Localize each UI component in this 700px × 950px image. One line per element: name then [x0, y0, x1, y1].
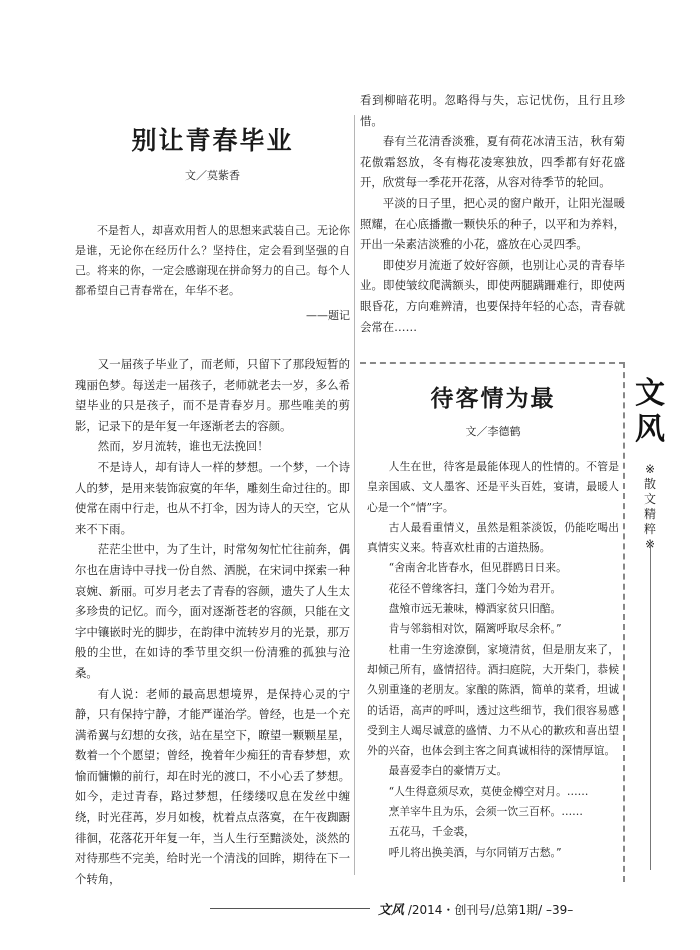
paragraph: 又一届孩子毕业了，而老师，只留下了那段短暂的瑰丽色梦。每送走一届孩子，老师就老去一岁，多么希望毕业的只是孩子，而不是青春岁月。那些唯美的剪影，记录下的是年复一年逐渐老去的容颜。: [75, 357, 350, 433]
footer-rule: [210, 908, 370, 909]
paragraph: 人生在世，待客是最能体现人的性情的。不管是皇亲国戚、文人墨客、还是平头百姓，宴请，最暖人心是一个“情”字。: [367, 460, 619, 514]
article-continuation: [360, 90, 625, 337]
article-byline: 文／李德鹤: [465, 425, 521, 438]
paragraph: 春有兰花清香淡雅，夏有荷花冰清玉洁，秋有菊花傲霜怒放，冬有梅花凌寒独放，四季都有好花盛开，欣赏每一季花开花落，从容对待季节的轮回。: [360, 134, 625, 190]
footer-issue: /2014・创刊号/总第1期/: [407, 903, 543, 917]
poem-line: 盘飧市远无兼味，樽酒家贫只旧醅。: [388, 602, 562, 616]
magazine-logo: [633, 376, 667, 448]
poem-line: 五花马，千金裘，: [388, 825, 475, 839]
paragraph: 古人最看重情义，虽然是粗茶淡饭，仍能吃喝出真情实义来。特喜欢杜甫的古道热肠。: [367, 520, 619, 555]
paragraph: 不是诗人，却有诗人一样的梦想。一个梦，一个诗人的梦，是用来装饰寂寞的年华，雕刻生命过往的。即使常在雨中行走，也从不打伞，因为诗人的天空，它从来不下雨。: [75, 459, 350, 536]
poem-line: 烹羊宰牛且为乐，会须一饮三百杯。……: [388, 805, 583, 819]
paragraph: 平淡的日子里，把心灵的窗户敞开，让阳光湿暖照耀，在心底播撒一颗快乐的种子，以平和为养料，开出一朵素洁淡雅的小花，盛放在心灵四季。: [360, 195, 625, 252]
poem-line: 花径不曾缘客扫，蓬门今始为君开。: [388, 581, 562, 595]
epigraph: [75, 221, 350, 326]
poem-line: 呼儿将出换美酒，与尔同销万古愁。”: [388, 845, 562, 859]
paragraph: 看到柳暗花明。忽略得与失，忘记忧伤，且行且珍惜。: [360, 93, 625, 128]
section-label-text: [638, 462, 662, 552]
section-label-char: 文: [643, 492, 656, 506]
section-label-char: 精: [643, 507, 656, 521]
poem-line: “人生得意须尽欢，莫使金樽空对月。……: [388, 784, 589, 798]
article-byline: 文／莫紫香: [185, 169, 240, 182]
section-label-char: ※: [644, 462, 656, 476]
section-label-char: 散: [643, 477, 656, 491]
epigraph-signature: ——题记: [306, 309, 350, 322]
paragraph: 然而，岁月流转，谁也无法挽回！: [97, 439, 269, 454]
section-label-char: 粹: [643, 522, 656, 536]
poem-line: “舍南舍北皆春水，但见群鸥日日来。: [388, 561, 567, 575]
footer-magazine-name: 文风: [378, 903, 405, 918]
poem-line: 肯与邻翁相对饮，隔篱呼取尽余杯。”: [388, 622, 562, 636]
paragraph: 即使岁月流逝了姣好容颜，也别让心灵的青春毕业。即使皱纹爬满额头，即使两腿蹒跚难行，即使两眼昏花，方向难辨清，也要保持年轻的心态，青春就会常在……: [360, 257, 625, 334]
paragraph: 有人说：老师的最高思想境界，是保持心灵的宁静，只有保持宁静，才能严谨治学。曾经，也是一个充满希翼与幻想的女孩，站在星空下，瞭望一颗颗星星，数着一个个愿望；曾经，挽着年少痴狂的青春梦想，欢愉而慵懒的前行，却在时光的渡口，不小心丢了梦想。如今，走过青春，路过梦想，任缕缕叹息在发丝中缠绕，时光荏苒，岁月如梭，枕着点点落寞，在午夜踟蹰徘徊，花落花开年复一年，当人生行至黯淡处，淡然的对待那些不完美，给时光一个清浅的回眸，期待在下一个转角，: [75, 686, 350, 886]
article-title: 别让青春毕业: [131, 126, 294, 155]
paragraph: 最喜爱李白的豪情万丈。: [388, 764, 508, 778]
article-column-right: [367, 372, 619, 863]
article-body: [75, 354, 350, 889]
article-column-left: [75, 95, 350, 889]
side-rule: [650, 540, 651, 870]
paragraph: 杜甫一生穷途潦倒，家境清贫，但是朋友来了，却倾己所有，盛情招待。酒扫庭院，大开柴门，恭候久别重逢的老朋友。家酿的陈酒，简单的菜肴，坦诚的话语，高声的呼叫，透过这些细节，我们很容易感受到主人竭尽诚意的盛情、力不从心的歉疚和喜出望外的兴奋，也体会到主客之间真诚相待的深情厚谊。: [367, 642, 619, 758]
page-number: –39–: [545, 903, 574, 917]
article-body-continued: [360, 90, 625, 337]
logo-char: 文: [635, 376, 665, 411]
section-label-char: ※: [644, 537, 656, 551]
epigraph-text: 不是哲人，却喜欢用哲人的思想来武装自己。无论你是谁，无论你在经历什么？坚持住，定会看到坚强的自己。将来的你，一定会感谢现在拼命努力的自己。每个人都希望自己青春常在，年华不老。: [75, 224, 350, 297]
page-footer: [378, 899, 573, 918]
article-title: 待客情为最: [430, 385, 556, 412]
column-divider: [354, 115, 355, 875]
section-label: [638, 462, 662, 552]
paragraph: 茫茫尘世中，为了生计，时常匆匆忙忙往前奔，偶尔也在唐诗中寻找一份自然、洒脱，在宋词中探索一种哀婉、新丽。可岁月老去了青春的容颜，遗失了人生太多珍贵的记忆。而今，面对逐渐苍老的容颜，只能在文字中镶嵌时光的脚步，在韵律中流转岁月的光景，那万般的尘世，在如诗的季节里交织一份清雅的孤独与沧桑。: [75, 542, 350, 680]
logo-char: 风: [635, 412, 665, 447]
